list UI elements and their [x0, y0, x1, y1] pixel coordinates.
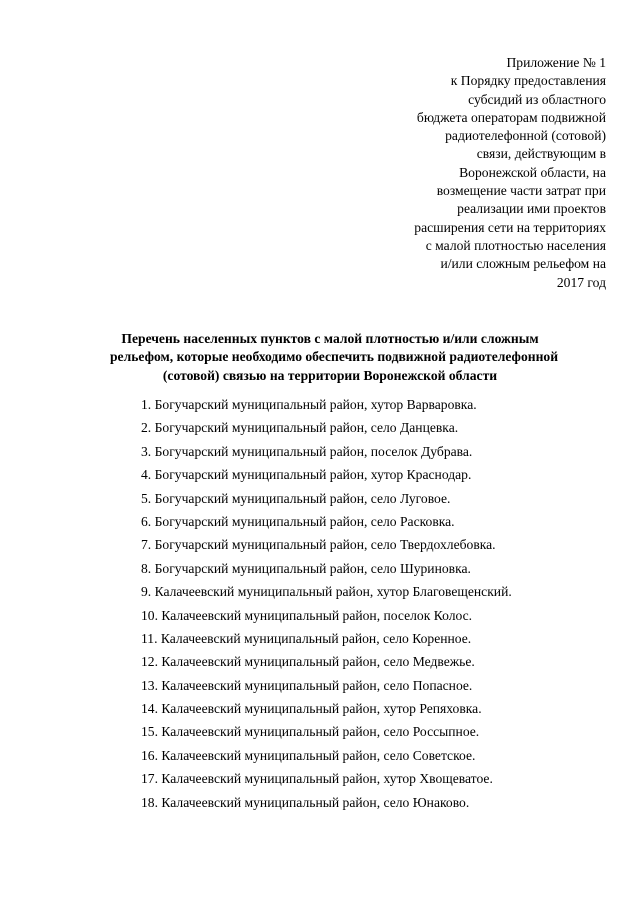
settlement-item: 5. Богучарский муниципальный район, село Луговое. [141, 490, 451, 506]
appendix-line: связи, действующим в [476, 146, 606, 162]
appendix-line: и/или сложным рельефом на [440, 256, 606, 272]
appendix-line: 2017 год [556, 274, 606, 290]
settlement-item: 4. Богучарский муниципальный район, хутор Краснодар. [141, 467, 472, 483]
title-line: рельефом, которые необходимо обеспечить подвижной радиотелефонной [110, 349, 559, 365]
title-line: Перечень населенных пунктов с малой плотностью и/или сложным [121, 331, 539, 346]
settlement-item: 18. Калачеевский муниципальный район, село Юнаково. [141, 794, 470, 810]
settlement-item: 12. Калачеевский муниципальный район, село Медвежье. [141, 654, 475, 670]
appendix-line: с малой плотностью населения [425, 237, 606, 253]
settlement-item: 2. Богучарский муниципальный район, село Данцевка. [141, 420, 459, 436]
document-title [110, 330, 559, 385]
settlement-item: 9. Калачеевский муниципальный район, хутор Благовещенский. [141, 584, 512, 600]
settlement-list [141, 396, 601, 817]
appendix-line: возмещение части затрат при [436, 183, 606, 199]
appendix-line: радиотелефонной (сотовой) [445, 128, 606, 144]
settlement-item: 7. Богучарский муниципальный район, село Твердохлебовка. [141, 537, 496, 553]
settlement-item: 6. Богучарский муниципальный район, село Расковка. [141, 513, 455, 529]
title-line: (сотовой) связью на территории Воронежской области [162, 367, 498, 383]
appendix-line: реализации ими проектов [457, 201, 606, 217]
settlement-item: 16. Калачеевский муниципальный район, село Советское. [141, 747, 476, 763]
settlement-item: 13. Калачеевский муниципальный район, село Попасное. [141, 677, 473, 693]
appendix-header [380, 54, 606, 292]
appendix-line: бюджета операторам подвижной [416, 109, 606, 125]
appendix-line: Приложение № 1 [506, 55, 606, 70]
settlement-item: 3. Богучарский муниципальный район, поселок Дубрава. [141, 443, 473, 459]
appendix-line: Воронежской области, на [459, 164, 606, 180]
settlement-item: 1. Богучарский муниципальный район, хутор Варваровка. [141, 397, 477, 412]
settlement-item: 8. Богучарский муниципальный район, село Шуриновка. [141, 560, 471, 576]
settlement-item: 17. Калачеевский муниципальный район, хутор Хвощеватое. [141, 771, 493, 787]
appendix-line: расширения сети на территориях [414, 219, 606, 235]
settlement-item: 14. Калачеевский муниципальный район, хутор Репяховка. [141, 701, 482, 717]
appendix-line: к Порядку предоставления [450, 73, 606, 89]
settlement-item: 10. Калачеевский муниципальный район, поселок Колос. [141, 607, 473, 623]
settlement-item: 11. Калачеевский муниципальный район, село Коренное. [141, 630, 472, 646]
settlement-item: 15. Калачеевский муниципальный район, село Россыпное. [141, 724, 480, 740]
appendix-line: субсидий из областного [468, 91, 606, 107]
